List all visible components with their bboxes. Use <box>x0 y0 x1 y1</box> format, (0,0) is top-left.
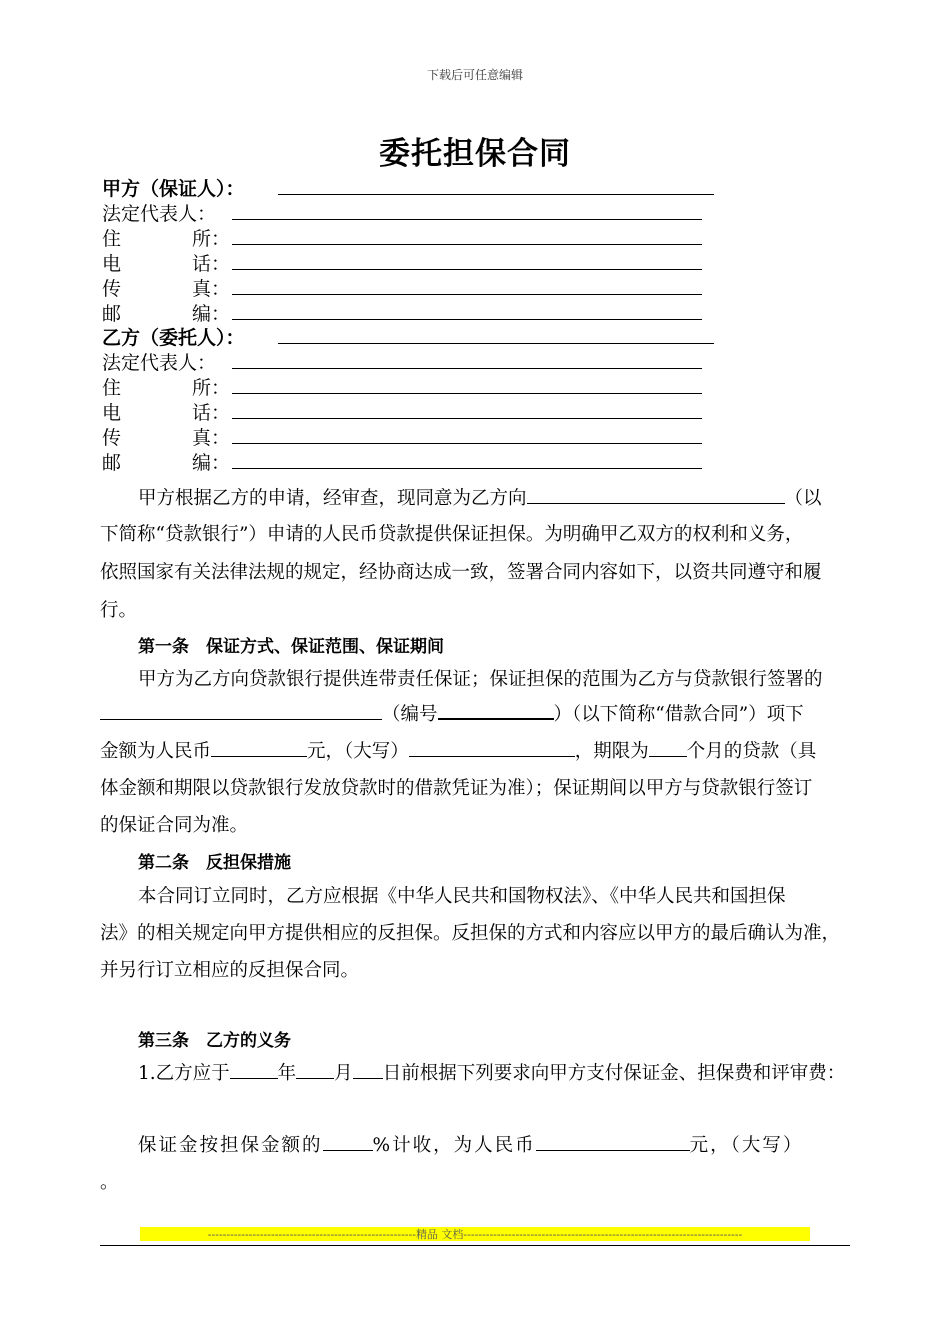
article-3-line-2: 保证金按担保金额的 %计收，为人民币 元，（大写） <box>138 1131 803 1157</box>
lender-blank <box>527 485 785 504</box>
intro-line-3: 依照国家有关法律法规的规定，经协商达成一致，签署合同内容如下，以资共同遵守和履 <box>100 562 822 583</box>
article-2-line-2: 法》的相关规定向甲方提供相应的反担保。反担保的方式和内容应以甲方的最后确认为准， <box>100 923 841 944</box>
article-1-line-3: 金额为人民币 元，（大写） ，期限为 个月的贷款（具 <box>100 737 816 763</box>
party-a-legal-rep-line <box>232 219 702 220</box>
article-2-line-3: 并另行订立相应的反担保合同。 <box>100 960 360 981</box>
party-a-fax-label: 传 真： <box>102 278 230 300</box>
article-1-line-5: 的保证合同为准。 <box>100 815 249 836</box>
party-a-postcode-line <box>232 319 702 320</box>
party-a-phone-label: 电 话： <box>102 253 230 275</box>
article-1-heading: 第一条 保证方式、保证范围、保证期间 <box>138 637 444 657</box>
party-b-fax-label: 传 真： <box>102 427 230 449</box>
amount-blank <box>211 738 307 757</box>
year-blank <box>230 1060 278 1079</box>
footer-rule <box>100 1245 850 1246</box>
month-blank <box>296 1060 334 1079</box>
article-3-heading: 第三条 乙方的义务 <box>138 1031 291 1051</box>
party-a-address-label: 住 所： <box>102 228 230 250</box>
intro-line-4: 行。 <box>100 600 138 621</box>
party-b-fax-line <box>232 443 702 444</box>
amount-words-blank <box>409 738 575 757</box>
term-months-blank <box>649 738 687 757</box>
loan-contract-blank <box>100 701 382 720</box>
party-b-address-label: 住 所： <box>102 377 230 399</box>
article-1-line-2: （编号 ）（以下简称“借款合同”）项下 <box>100 700 804 726</box>
party-b-address-line <box>232 393 702 394</box>
article-2-line-1: 本合同订立同时，乙方应根据《中华人民共和国物权法》、《中华人民共和国担保 <box>138 886 786 907</box>
deposit-amount-blank <box>536 1132 690 1151</box>
party-b-phone-line <box>232 418 702 419</box>
intro-line-2: 下简称“贷款银行”）申请的人民币贷款提供保证担保。为明确甲乙双方的权利和义务， <box>100 524 804 545</box>
party-b-legal-rep-line <box>232 368 702 369</box>
party-a-postcode-label: 邮 编： <box>102 303 230 325</box>
party-a-address-line <box>232 244 702 245</box>
party-b-legal-rep-label: 法定代表人： <box>102 352 217 374</box>
deposit-percent-blank <box>323 1132 373 1151</box>
article-3-line-1: 1.乙方应于 年 月 日前根据下列要求向甲方支付保证金、担保费和评审费： <box>138 1059 845 1085</box>
party-b-label: 乙方（委托人）： <box>102 327 245 349</box>
page-title: 委托担保合同 <box>379 136 571 172</box>
party-b-name-line <box>278 343 714 344</box>
article-3-line-3: 。 <box>100 1172 119 1193</box>
footer-text: --------------------------------------------------------精品 文档--------------------------------------------------------------------------- <box>207 1228 743 1241</box>
party-a-phone-line <box>232 269 702 270</box>
party-b-postcode-line <box>232 468 702 469</box>
party-a-fax-line <box>232 294 702 295</box>
party-a-name-line <box>278 194 714 195</box>
contract-number-blank <box>438 700 554 720</box>
party-a-label: 甲方（保证人）： <box>102 178 245 200</box>
article-1-line-1: 甲方为乙方向贷款银行提供连带责任保证；保证担保的范围为乙方与贷款银行签署的 <box>138 669 823 690</box>
article-1-line-4: 体金额和期限以贷款银行发放贷款时的借款凭证为准）；保证期间以甲方与贷款银行签订 <box>100 778 813 799</box>
day-blank <box>353 1060 383 1079</box>
party-a-legal-rep-label: 法定代表人： <box>102 203 217 225</box>
header-note: 下载后可任意编辑 <box>426 68 523 82</box>
party-b-postcode-label: 邮 编： <box>102 452 230 474</box>
intro-line-1: 甲方根据乙方的申请，经审查，现同意为乙方向 （以 <box>138 484 822 510</box>
article-2-heading: 第二条 反担保措施 <box>138 853 291 873</box>
party-b-phone-label: 电 话： <box>102 402 230 424</box>
